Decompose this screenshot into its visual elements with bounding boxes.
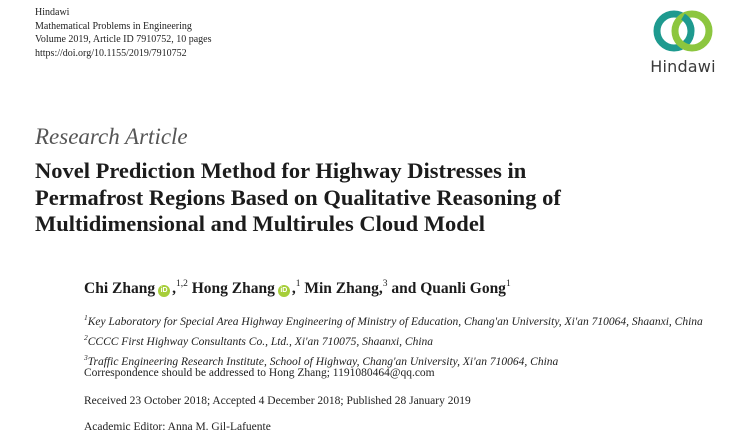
orcid-icon[interactable]: iD (158, 285, 170, 297)
publication-dates: Received 23 October 2018; Accepted 4 December 2018; Published 28 January 2019 (84, 395, 471, 407)
affiliation-number: 3 (84, 353, 88, 362)
article-type: Research Article (35, 124, 188, 149)
affiliation-ref: 3 (382, 279, 388, 289)
hindawi-rings-icon (645, 6, 721, 58)
author-name[interactable]: Hong Zhang (191, 280, 275, 297)
affiliation-item (84, 330, 703, 350)
affiliation-text: Traffic Engineering Research Institute, School of Highway, Chang'an University, Xi'an 710064, China (87, 356, 559, 368)
affiliation-ref: 1 (505, 279, 511, 289)
journal-header (35, 6, 211, 60)
author-name[interactable]: Min Zhang, (304, 280, 383, 297)
hindawi-logo (645, 6, 721, 80)
affiliation-text: CCCC First Highway Consultants Co., Ltd., Xi'an 710075, Shaanxi, China (87, 336, 434, 348)
publisher-name: Hindawi (35, 7, 70, 18)
author-list (84, 279, 511, 298)
logo-wordmark: Hindawi (650, 57, 716, 76)
article-title (35, 158, 675, 238)
author-suffix: , (291, 280, 296, 297)
correspondence: Correspondence should be addressed to Hong Zhang; 1191080464@qq.com (84, 367, 435, 379)
title-line: Permafrost Regions Based on Qualitative Reasoning of (35, 184, 561, 210)
affiliation-item (84, 310, 703, 330)
affiliation-text: Key Laboratory for Special Area Highway Engineering of Ministry of Education, Chang'an University, Xi'an 710064, Shaanxi, China (87, 316, 703, 328)
doi-link[interactable]: https://doi.org/10.1155/2019/7910752 (35, 47, 187, 59)
affiliations (84, 310, 703, 370)
title-line: Multidimensional and Multirules Cloud Model (35, 211, 486, 236)
author-suffix: , (172, 280, 176, 297)
affiliation-number: 1 (84, 313, 88, 322)
journal-name: Mathematical Problems in Engineering (35, 20, 192, 32)
title-line: Novel Prediction Method for Highway Distresses in (35, 158, 527, 183)
author-name[interactable]: Chi Zhang (84, 280, 156, 297)
volume-info: Volume 2019, Article ID 7910752, 10 pages (35, 34, 212, 45)
orcid-icon[interactable]: iD (278, 285, 290, 297)
author-name[interactable]: and Quanli Gong (391, 280, 506, 297)
affiliation-number: 2 (84, 333, 88, 342)
affiliation-ref: 1,2 (175, 279, 188, 289)
academic-editor: Academic Editor: Anna M. Gil-Lafuente (84, 421, 271, 433)
affiliation-ref: 1 (295, 279, 301, 289)
